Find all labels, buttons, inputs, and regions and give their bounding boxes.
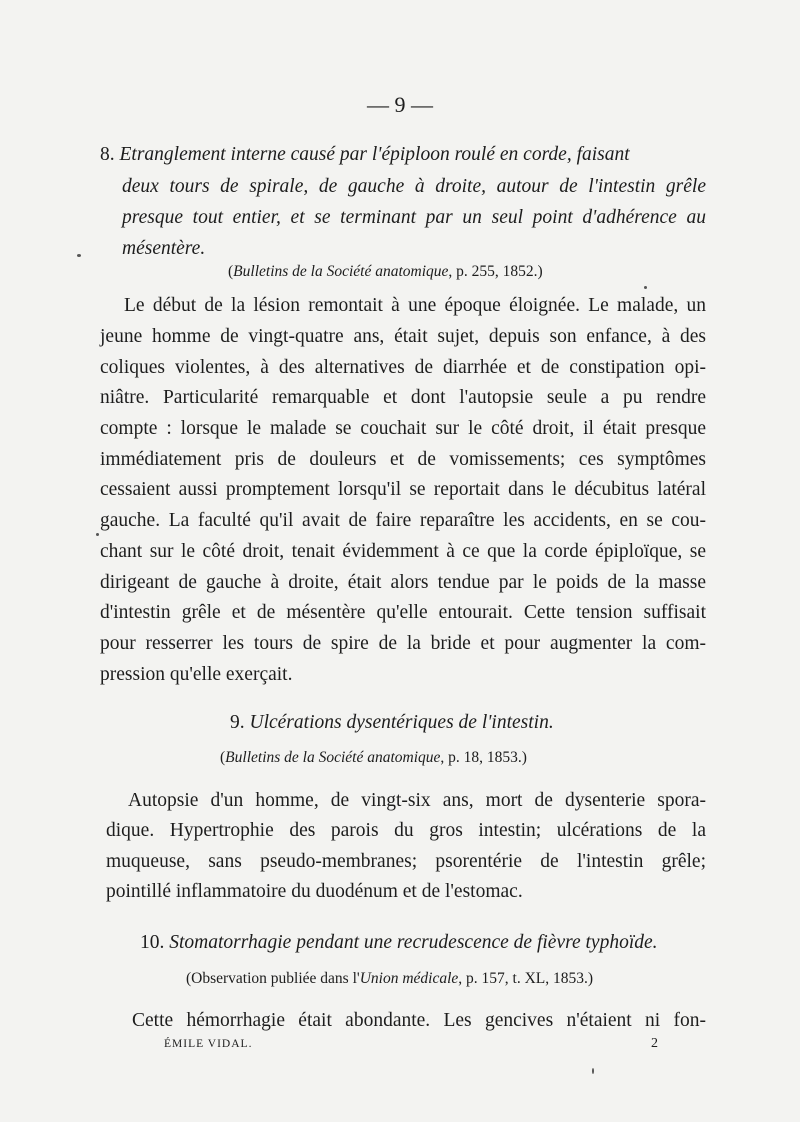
scan-speck: [644, 286, 647, 289]
obs8-body-line-2: jeune homme de vingt-quatre ans, était sujet, depuis son enfance, à des: [100, 326, 706, 347]
obs8-body-line-5: compte : lorsque le malade se couchait sur le côté droit, il était presque: [100, 418, 706, 439]
obs9-title: 9. Ulcérations dysentériques de l'intestin.: [230, 712, 554, 733]
page-number: — 9 —: [367, 92, 433, 117]
obs8-title-line-1: 8. Etranglement interne causé par l'épiploon roulé en corde, faisant: [100, 144, 630, 165]
obs9-body-line-4: pointillé inflammatoire du duodénum et de l'estomac.: [106, 881, 523, 902]
scan-speck: [592, 1068, 594, 1074]
obs10-body-line-1: Cette hémorrhagie était abondante. Les gencives n'étaient ni fon-: [132, 1010, 706, 1031]
obs8-body-line-7: cessaient aussi promptement lorsqu'il se reportait dans le décubitus latéral: [100, 479, 706, 500]
footer-author: ÉMILE VIDAL.: [164, 1038, 253, 1050]
obs8-body-line-3: coliques violentes, à des alternatives de diarrhée et de constipation opi-: [100, 357, 706, 378]
obs9-body-line-3: muqueuse, sans pseudo-membranes; psorentérie de l'intestin grêle;: [106, 851, 706, 872]
obs8-body-line-9: chant sur le côté droit, tenait évidemment à ce que la corde épiploïque, se: [100, 541, 706, 562]
obs8-body-line-1: Le début de la lésion remontait à une époque éloignée. Le malade, un: [124, 295, 706, 316]
obs10-citation: (Observation publiée dans l'Union médicale, p. 157, t. XL, 1853.): [186, 970, 594, 987]
obs8-body-line-6: immédiatement pris de douleurs et de vomissements; ces symptômes: [100, 449, 706, 470]
obs8-body-line-11: d'intestin grêle et de mésentère qu'elle entourait. Cette tension suffisait: [100, 602, 706, 623]
obs9-citation-source: Bulletins de la Société anatomique: [225, 749, 441, 766]
obs8-body-line-10: dirigeant de gauche à droite, était alors tendue par le poids de la masse: [100, 572, 706, 593]
obs9-number: 9.: [230, 712, 245, 733]
obs8-title-line-4: mésentère.: [122, 238, 206, 259]
obs10-citation-source: Union médicale: [359, 970, 459, 987]
obs9-body-line-1: Autopsie d'un homme, de vingt-six ans, mort de dysenterie spora-: [128, 790, 706, 811]
obs8-body-line-4: niâtre. Particularité remarquable et dont l'autopsie seule a pu rendre: [100, 387, 706, 408]
obs8-body-line-13: pression qu'elle exerçait.: [100, 664, 293, 685]
obs8-title-line-3: presque tout entier, et se terminant par un seul point d'adhérence au: [122, 207, 706, 228]
obs10-title: 10. Stomatorrhagie pendant une recrudescence de fièvre typhoïde.: [140, 932, 658, 953]
obs8-body-line-8: gauche. La faculté qu'il avait de faire reparaître les accidents, en se cou-: [100, 510, 706, 531]
obs8-title-line-2: deux tours de spirale, de gauche à droite, autour de l'intestin grêle: [122, 176, 706, 197]
scan-speck: [96, 533, 99, 536]
obs8-citation-source: Bulletins de la Société anatomique: [233, 263, 449, 280]
obs8-number: 8.: [100, 144, 115, 165]
obs9-body-line-2: dique. Hypertrophie des parois du gros intestin; ulcérations de la: [106, 820, 706, 841]
footer-signature: 2: [651, 1036, 658, 1051]
obs8-citation: (Bulletins de la Société anatomique, p. 255, 1852.): [228, 263, 543, 280]
obs10-number: 10.: [140, 932, 165, 953]
obs9-citation: (Bulletins de la Société anatomique, p. 18, 1853.): [220, 749, 527, 766]
obs8-body-line-12: pour resserrer les tours de spire de la bride et pour augmenter la com-: [100, 633, 706, 654]
scan-speck: [77, 254, 81, 257]
